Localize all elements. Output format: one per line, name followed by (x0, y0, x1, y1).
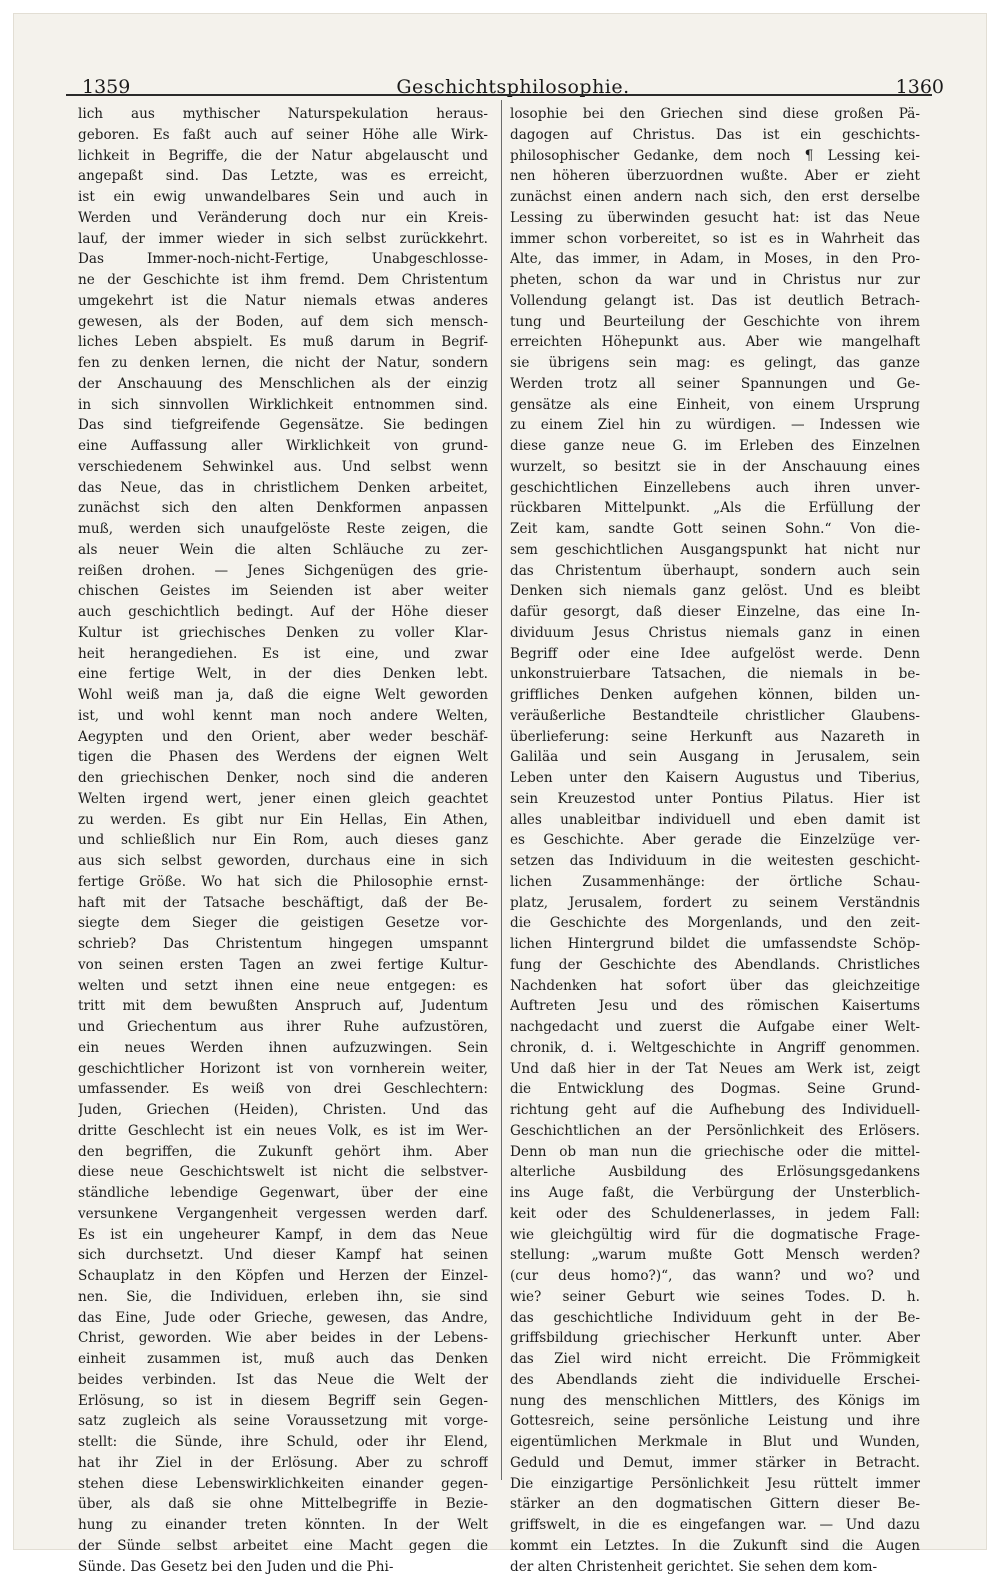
text-line: überlieferung: seine Herkunft aus Nazareth in (510, 727, 920, 748)
text-line: stellung: „warum mußte Gott Mensch werden? (510, 1245, 920, 1266)
text-line: fen zu denken lernen, die nicht der Natur, sondern (78, 353, 488, 374)
text-line: wie gleichgültig wird für die dogmatische Frage- (510, 1225, 920, 1246)
text-line: geboren. Es faßt auch auf seiner Höhe alle Wirk- (78, 125, 488, 146)
text-line: eine Auffassung aller Wirklichkeit von grund- (78, 436, 488, 457)
text-line: den begriffen, die Zukunft gehört ihm. Aber (78, 1142, 488, 1163)
text-line: die Entwicklung des Dogmas. Seine Grund- (510, 1079, 920, 1100)
text-line: zunächst sich den alten Denkformen anpassen (78, 498, 488, 519)
text-line: dritte Geschlecht ist ein neues Volk, es ist im Wer- (78, 1121, 488, 1142)
text-line: nung des menschlichen Mittlers, des Königs im (510, 1391, 920, 1412)
text-line: reißen drohen. — Jenes Sichgenügen des grie- (78, 561, 488, 582)
text-line: Auftreten Jesu und des römischen Kaisertums (510, 996, 920, 1017)
text-line: Aegypten und den Orient, aber weder beschäf- (78, 727, 488, 748)
text-line: Das sind tiefgreifende Gegensätze. Sie bedingen (78, 415, 488, 436)
text-line: ne der Geschichte ist ihm fremd. Dem Christentum (78, 270, 488, 291)
text-line: fertige Größe. Wo hat sich die Philosophie ernst- (78, 872, 488, 893)
text-line: Sünde. Das Gesetz bei den Juden und die Phi- (78, 1557, 488, 1577)
text-line: Vollendung gelangt ist. Das ist deutlich Betrach- (510, 291, 920, 312)
page-number-left: 1359 (82, 72, 130, 102)
text-line: ein neues Werden ihnen aufzuzwingen. Sein (78, 1038, 488, 1059)
text-line: welten und setzt ihnen eine neue entgegen: es (78, 976, 488, 997)
text-line: lauf, der immer wieder in sich selbst zurückkehrt. (78, 229, 488, 250)
text-line: zu einem Ziel hin zu würdigen. — Indessen wie (510, 415, 920, 436)
text-line: tigen die Phasen des Werdens der eignen Welt (78, 747, 488, 768)
text-line: setzen das Individuum in die weitesten geschicht- (510, 851, 920, 872)
text-line: sich durchsetzt. Und dieser Kampf hat seinen (78, 1245, 488, 1266)
text-line: platz, Jerusalem, fordert zu seinem Verständnis (510, 893, 920, 914)
text-line: Erlösung, so ist in diesem Begriff sein Gegen- (78, 1391, 488, 1412)
text-line: Denken sich niemals ganz gelöst. Und es bleibt (510, 581, 920, 602)
text-line: Gottesreich, seine persönliche Leistung und ihre (510, 1411, 920, 1432)
text-line: stellt: die Sünde, ihre Schuld, oder ihr Elend, (78, 1432, 488, 1453)
text-line: kommt ein Letztes. In die Zukunft sind die Augen (510, 1536, 920, 1557)
text-line: stärker an den dogmatischen Gittern dieser Be- (510, 1494, 920, 1515)
text-line: muß, werden sich unaufgelöste Reste zeigen, die (78, 519, 488, 540)
text-line: diese ganze neue G. im Erleben des Einzelnen (510, 436, 920, 457)
text-line: haft mit der Tatsache beschäftigt, daß der Be- (78, 893, 488, 914)
text-line: geschichtlicher Horizont ist von vornherein weiter, (78, 1059, 488, 1080)
text-line: von seinen ersten Tagen an zwei fertige Kultur- (78, 955, 488, 976)
text-line: beides verbinden. Ist das Neue die Welt der (78, 1370, 488, 1391)
text-line: Kultur ist griechisches Denken zu voller Klar- (78, 623, 488, 644)
text-line: siegte dem Sieger die geistigen Gesetze vor- (78, 913, 488, 934)
text-line: keit oder des Schuldenerlasses, in jedem Fall: (510, 1204, 920, 1225)
text-line: griffliches Denken aufgehen können, bilden un- (510, 685, 920, 706)
text-line: wurzelt, so besitzt sie in der Anschauung eines (510, 457, 920, 478)
text-line: (cur deus homo?)“, das wann? und wo? und (510, 1266, 920, 1287)
text-line: eine fertige Welt, in der dies Denken lebt. (78, 664, 488, 685)
text-line: das geschichtliche Individuum geht in der Be- (510, 1308, 920, 1329)
page-number-right: 1360 (896, 72, 944, 102)
text-line: das Neue, das in christlichem Denken arbeitet, (78, 478, 488, 499)
text-line: Wohl weiß man ja, daß die eigne Welt geworden (78, 685, 488, 706)
text-line: satz zugleich als seine Voraussetzung mit vorge- (78, 1411, 488, 1432)
page-header (80, 72, 946, 108)
text-line: verschiedenem Sehwinkel aus. Und selbst wenn (78, 457, 488, 478)
text-line: nachgedacht und zuerst die Aufgabe einer Welt- (510, 1017, 920, 1038)
text-line: liches Leben abspielt. Es muß darum in Begrif- (78, 332, 488, 353)
text-line: rückbaren Mittelpunkt. „Als die Erfüllung der (510, 498, 920, 519)
text-line: richtung geht auf die Aufhebung des Individuell- (510, 1100, 920, 1121)
text-line: eigentümlichen Merkmale in Blut und Wunden, (510, 1432, 920, 1453)
text-line: Geduld und Demut, immer stärker in Betracht. (510, 1453, 920, 1474)
text-line: dafür gesorgt, daß dieser Einzelne, das eine In- (510, 602, 920, 623)
text-line: umgekehrt ist die Natur niemals etwas anderes (78, 291, 488, 312)
text-line: alterliche Ausbildung des Erlösungsgedankens (510, 1162, 920, 1183)
text-line: lichkeit in Begriffe, die der Natur abgelauscht und (78, 146, 488, 167)
text-line: als neuer Wein die alten Schläuche zu zer- (78, 540, 488, 561)
text-line: Und daß hier in der Tat Neues am Werk ist, zeigt (510, 1059, 920, 1080)
text-line: in sich sinnvollen Wirklichkeit entnommen sind. (78, 395, 488, 416)
text-line: Es ist ein ungeheurer Kampf, in dem das Neue (78, 1225, 488, 1246)
text-line: umfassender. Es weiß von drei Geschlechtern: (78, 1079, 488, 1100)
text-line: aus sich selbst geworden, durchaus eine in sich (78, 851, 488, 872)
text-line: ins Auge faßt, die Verbürgung der Unsterblich- (510, 1183, 920, 1204)
text-line: gensätze als eine Einheit, von einem Ursprung (510, 395, 920, 416)
text-line: heit herangediehen. Es ist eine, und zwar (78, 644, 488, 665)
text-line: einheit zusammen ist, muß auch das Denken (78, 1349, 488, 1370)
text-line: den griechischen Denker, noch sind die anderen (78, 768, 488, 789)
text-line: versunkene Vergangenheit vergessen werden darf. (78, 1204, 488, 1225)
text-line: immer schon vorbereitet, so ist es in Wahrheit das (510, 229, 920, 250)
text-line: und Griechentum aus ihrer Ruhe aufzustören, (78, 1017, 488, 1038)
text-line: zu werden. Es gibt nur Ein Hellas, Ein Athen, (78, 810, 488, 831)
text-line: zunächst einen andern nach sich, den erst derselbe (510, 187, 920, 208)
text-line: sie übrigens sein mag: es gelingt, das ganze (510, 353, 920, 374)
text-line: Alte, das immer, in Adam, in Moses, in den Pro- (510, 249, 920, 270)
text-line: dividuum Jesus Christus niemals ganz in einen (510, 623, 920, 644)
text-line: Leben unter den Kaisern Augustus und Tiberius, (510, 768, 920, 789)
text-line: lichen Zusammenhänge: der örtliche Schau- (510, 872, 920, 893)
column-divider (501, 100, 502, 1480)
text-line: griffsbildung griechischer Herkunft unter. Aber (510, 1328, 920, 1349)
text-line: Die einzigartige Persönlichkeit Jesu rüttelt immer (510, 1474, 920, 1495)
text-line: ständliche lebendige Gegenwart, über der eine (78, 1183, 488, 1204)
text-line: tung und Beurteilung der Geschichte von ihrem (510, 312, 920, 333)
header-rule (66, 94, 932, 96)
text-line: die Geschichte des Morgenlands, und den zeit- (510, 913, 920, 934)
text-line: diese neue Geschichtswelt ist nicht die selbstver- (78, 1162, 488, 1183)
text-line: alles unableitbar individuell und eben damit ist (510, 810, 920, 831)
text-line: unkonstruierbare Tatsachen, die niemals in be- (510, 664, 920, 685)
text-line: Geschichtlichen an der Persönlichkeit des Erlösers. (510, 1121, 920, 1142)
text-line: das Ziel wird nicht erreicht. Die Frömmigkeit (510, 1349, 920, 1370)
text-line: Denn ob man nun die griechische oder die mittel- (510, 1142, 920, 1163)
text-line: veräußerliche Bestandteile christlicher Glaubens- (510, 706, 920, 727)
text-line: ist ein ewig unwandelbares Sein und auch in (78, 187, 488, 208)
text-line: auch geschichtlich bedingt. Auf der Höhe dieser (78, 602, 488, 623)
text-line: fung der Geschichte des Abendlands. Christliches (510, 955, 920, 976)
text-line: dagogen auf Christus. Das ist ein geschichts- (510, 125, 920, 146)
text-line: ist, und wohl kennt man noch andere Welten, (78, 706, 488, 727)
text-line: Werden trotz all seiner Spannungen und Ge- (510, 374, 920, 395)
text-line: der Sünde selbst arbeitet eine Macht gegen die (78, 1536, 488, 1557)
text-line: Nachdenken hat sofort über das gleichzeitige (510, 976, 920, 997)
text-line: sem geschichtlichen Ausgangspunkt hat nicht nur (510, 540, 920, 561)
text-line: angepaßt sind. Das Letzte, was es erreicht, (78, 166, 488, 187)
text-line: lich aus mythischer Naturspekulation heraus- (78, 104, 488, 125)
text-line: das Eine, Jude oder Grieche, gewesen, das Andre, (78, 1308, 488, 1329)
text-line: über, als daß sie ohne Mittelbegriffe in Bezie- (78, 1494, 488, 1515)
text-line: Das Immer-noch-nicht-Fertige, Unabgeschlosse- (78, 249, 488, 270)
text-line: Lessing zu überwinden gesucht hat: ist das Neue (510, 208, 920, 229)
text-line: hung zu einander treten könnten. In der Welt (78, 1515, 488, 1536)
text-line: nen höheren überzuordnen wußte. Aber er zieht (510, 166, 920, 187)
text-line: losophie bei den Griechen sind diese großen Pä- (510, 104, 920, 125)
text-line: lichen Hintergrund bildet die umfassendste Schöp- (510, 934, 920, 955)
text-line: Juden, Griechen (Heiden), Christen. Und das (78, 1100, 488, 1121)
text-line: der Anschauung des Menschlichen als der einzig (78, 374, 488, 395)
text-line: gewesen, als der Boden, auf dem sich mensch- (78, 312, 488, 333)
text-line: und schließlich nur Ein Rom, auch dieses ganz (78, 830, 488, 851)
text-line: philosophischer Gedanke, dem noch ¶ Lessing kei- (510, 146, 920, 167)
text-line: es Geschichte. Aber gerade die Einzelzüge ver- (510, 830, 920, 851)
text-line: der alten Christenheit gerichtet. Sie sehen dem kom- (510, 1557, 920, 1577)
right-column (510, 104, 920, 1577)
text-line: pheten, schon da war und in Christus nur zur (510, 270, 920, 291)
text-line: sein Kreuzestod unter Pontius Pilatus. Hier ist (510, 789, 920, 810)
text-line: chischen Geistes im Seienden ist aber weiter (78, 581, 488, 602)
text-line: nen. Sie, die Individuen, erleben ihn, sie sind (78, 1287, 488, 1308)
text-line: geschichtlichen Einzellebens auch ihren unver- (510, 478, 920, 499)
text-line: schrieb? Das Christentum hingegen umspannt (78, 934, 488, 955)
text-line: griffswelt, in die es eingefangen war. — Und dazu (510, 1515, 920, 1536)
text-line: Galiläa und sein Ausgang in Jerusalem, sein (510, 747, 920, 768)
text-line: erreichten Höhepunkt aus. Aber wie mangelhaft (510, 332, 920, 353)
left-column (78, 104, 488, 1577)
text-line: Zeit kam, sandte Gott seinen Sohn.“ Von die- (510, 519, 920, 540)
text-line: Schauplatz in den Köpfen und Herzen der Einzel- (78, 1266, 488, 1287)
text-line: wie? seiner Geburt wie seines Todes. D. h. (510, 1287, 920, 1308)
text-line: des Abendlands zieht die individuelle Erschei- (510, 1370, 920, 1391)
text-line: hat ihr Ziel in der Erlösung. Aber zu schroff (78, 1453, 488, 1474)
text-line: Werden und Veränderung doch nur ein Kreis- (78, 208, 488, 229)
text-line: Christ, geworden. Wie aber beides in der Lebens- (78, 1328, 488, 1349)
text-line: das Christentum überhaupt, sondern auch sein (510, 561, 920, 582)
text-line: Welten irgend wert, jener einen gleich geachtet (78, 789, 488, 810)
text-line: Begriff oder eine Idee aufgelöst werde. Denn (510, 644, 920, 665)
text-line: chronik, d. i. Weltgeschichte in Angriff genommen. (510, 1038, 920, 1059)
running-title: Geschichtsphilosophie. (80, 72, 946, 102)
text-line: stehen diese Lebenswirklichkeiten einander gegen- (78, 1474, 488, 1495)
text-line: tritt mit dem bewußten Anspruch auf, Judentum (78, 996, 488, 1017)
